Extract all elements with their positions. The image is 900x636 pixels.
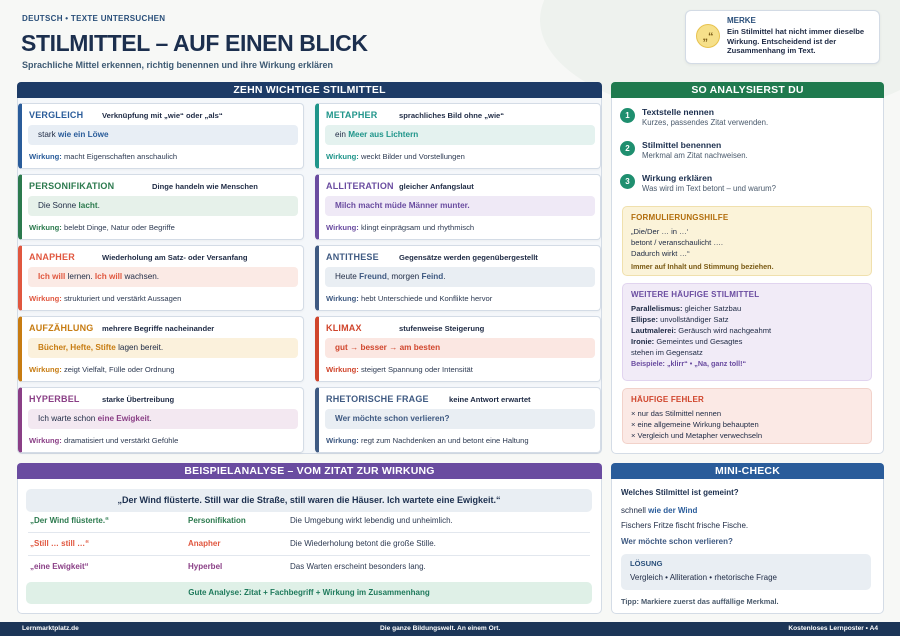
- device-desc: mehrere Begriffe nacheinander: [102, 324, 215, 333]
- device-example: [325, 267, 595, 287]
- formulierung-title: FORMULIERUNGSHILFE: [631, 213, 729, 222]
- example-text: wachsen.: [122, 272, 160, 281]
- effect-label: Wirkung:: [326, 436, 359, 445]
- device-example: [28, 196, 298, 216]
- device-desc: sprachliches Bild ohne „wie“: [399, 111, 505, 120]
- effect-label: Wirkung:: [326, 365, 359, 374]
- example-highlight: Freund: [359, 272, 387, 281]
- effect-label: Wirkung:: [29, 294, 62, 303]
- device-name: PERSONIFIKATION: [29, 181, 115, 191]
- example-text: Ich warte schon: [38, 414, 98, 423]
- effect-text: macht Eigenschaften anschaulich: [63, 152, 178, 161]
- effect-text: zeigt Vielfalt, Fülle oder Ordnung: [63, 365, 175, 374]
- step-number: 2: [620, 141, 635, 156]
- page-subtitle: Sprachliche Mittel erkennen, richtig benennen und ihre Wirkung erklären: [22, 60, 333, 70]
- weitere-item: [631, 336, 863, 347]
- step-number: 3: [620, 174, 635, 189]
- minicheck-question: Welches Stilmittel ist gemeint?: [621, 488, 739, 497]
- merke-title: MERKE: [727, 16, 756, 25]
- device-example: [325, 196, 595, 216]
- example-text: .: [149, 414, 152, 423]
- weitere-item: [631, 314, 863, 325]
- example-highlight: Feind: [421, 272, 444, 281]
- weitere-def: gleicher Satzbau: [684, 304, 742, 313]
- analysis-effect: Das Warten erscheint besonders lang.: [290, 562, 426, 571]
- step-title: Stilmittel benennen: [642, 140, 722, 150]
- step-number: 1: [620, 108, 635, 123]
- example-text: ein: [335, 130, 349, 139]
- weitere-term: Parallelismus:: [631, 304, 683, 313]
- example-text: lagen bereit.: [115, 343, 164, 352]
- device-example: [325, 409, 595, 429]
- device-card-antithese: [315, 245, 601, 311]
- device-name: METAPHER: [326, 110, 378, 120]
- device-effect: [29, 152, 177, 161]
- device-name: VERGLEICH: [29, 110, 84, 120]
- row-divider: [28, 555, 590, 556]
- effect-text: hebt Unterschiede und Konflikte hervor: [360, 294, 493, 303]
- minicheck-header: MINI-CHECK: [611, 463, 884, 479]
- weitere-item: [631, 325, 863, 336]
- example-text: .: [97, 201, 100, 210]
- example-text: .: [443, 272, 446, 281]
- footer-center: Die ganze Bildungswelt. An einem Ort.: [380, 625, 501, 632]
- device-name: RHETORISCHE FRAGE: [326, 394, 429, 404]
- weitere-item-cont: stehen im Gegensatz: [631, 348, 703, 357]
- device-effect: [29, 365, 174, 374]
- analysis-device: Anapher: [188, 539, 221, 548]
- footer-right: Kostenloses Lernposter • A4: [788, 625, 878, 632]
- effect-label: Wirkung:: [29, 436, 62, 445]
- formulierung-line: Dadurch wirkt …“: [631, 249, 690, 258]
- effect-text: regt zum Nachdenken an und betont eine Haltung: [360, 436, 529, 445]
- loesung-title: LÖSUNG: [630, 559, 663, 568]
- kicker: DEUTSCH • TEXTE UNTERSUCHEN: [22, 14, 166, 23]
- example-highlight: Meer aus Lichtern: [348, 130, 419, 139]
- device-card-personifikation: [18, 174, 304, 240]
- fehler-item: × Vergleich und Metapher verwechseln: [631, 431, 763, 440]
- fehler-box: [622, 388, 872, 444]
- analysis-quote: „eine Ewigkeit“: [30, 562, 89, 571]
- page-title: STILMITTEL – AUF EINEN BLICK: [21, 30, 368, 56]
- device-desc: starke Übertreibung: [102, 395, 175, 404]
- example-highlight: wie ein Löwe: [58, 130, 109, 139]
- example-highlight: Bücher, Hefte, Stifte: [38, 343, 116, 352]
- device-example: [325, 125, 595, 145]
- example-highlight: Ich will: [94, 272, 123, 281]
- device-effect: [326, 152, 465, 161]
- fehler-title: HÄUFIGE FEHLER: [631, 395, 705, 404]
- effect-text: strukturiert und verstärkt Aussagen: [63, 294, 182, 303]
- step-title: Wirkung erklären: [642, 173, 713, 183]
- effect-label: Wirkung:: [326, 152, 359, 161]
- beispiel-header: BEISPIELANALYSE – VOM ZITAT ZUR WIRKUNG: [17, 463, 602, 479]
- effect-label: Wirkung:: [29, 223, 62, 232]
- effect-text: belebt Dinge, Natur oder Begriffe: [63, 223, 175, 232]
- device-card-metapher: [315, 103, 601, 169]
- device-name: HYPERBEL: [29, 394, 80, 404]
- step-desc: Merkmal am Zitat nachweisen.: [642, 151, 748, 160]
- device-effect: [326, 436, 529, 445]
- analysis-device: Hyperbel: [188, 562, 223, 571]
- formulierung-box: [622, 206, 872, 276]
- minicheck-item-1: [621, 506, 697, 515]
- quote-icon: „“: [696, 24, 720, 48]
- step-desc: Was wird im Text betont – und warum?: [642, 184, 776, 193]
- effect-text: weckt Bilder und Vorstellungen: [360, 152, 465, 161]
- formulierung-line: „Die/Der … in …‘: [631, 227, 689, 236]
- device-card-alliteration: [315, 174, 601, 240]
- device-desc: Verknüpfung mit „wie“ oder „als“: [102, 111, 223, 120]
- beispiel-quote: „Der Wind flüsterte. Still war die Straße, still waren die Häuser. Ich wartete eine Ewigkeit.“: [26, 489, 592, 512]
- merke-text: Ein Stilmittel hat nicht immer dieselbe Wirkung. Entscheidend ist der Zusammenhang im Text.: [727, 27, 865, 56]
- loesung-box: [621, 554, 871, 590]
- analysis-quote: „Still … still …“: [30, 539, 90, 548]
- weitere-beispiele: Beispiele: „klirr“ • „Na, ganz toll!“: [631, 359, 747, 368]
- weitere-term: Lautmalerei:: [631, 326, 677, 335]
- analysis-quote: „Der Wind flüsterte.“: [30, 516, 110, 525]
- analysis-effect: Die Wiederholung betont die große Stille.: [290, 539, 436, 548]
- weitere-def: Geräusch wird nachgeahmt: [678, 326, 772, 335]
- device-effect: [29, 294, 181, 303]
- effect-label: Wirkung:: [29, 365, 62, 374]
- loesung-text: Vergleich • Alliteration • rhetorische Frage: [630, 573, 778, 582]
- weitere-term: Ellipse:: [631, 315, 659, 324]
- device-example: [28, 125, 298, 145]
- footer: [0, 622, 900, 636]
- effect-label: Wirkung:: [326, 223, 359, 232]
- weitere-box: [622, 283, 872, 381]
- example-text: Heute: [335, 272, 360, 281]
- example-text: stark: [38, 130, 59, 139]
- effect-text: dramatisiert und verstärkt Gefühle: [63, 436, 179, 445]
- minicheck-item-1-hl: wie der Wind: [648, 506, 698, 515]
- merke-box: [685, 10, 880, 64]
- device-effect: [326, 223, 474, 232]
- device-desc: Gegensätze werden gegenübergestellt: [399, 253, 538, 262]
- device-desc: keine Antwort erwartet: [449, 395, 531, 404]
- example-text: lernen.: [65, 272, 95, 281]
- device-example: [28, 338, 298, 358]
- example-highlight: Wer möchte schon verlieren?: [335, 414, 450, 423]
- device-desc: Dinge handeln wie Menschen: [152, 182, 258, 191]
- device-card-vergleich: [18, 103, 304, 169]
- device-desc: gleicher Anfangslaut: [399, 182, 474, 191]
- device-name: ALLITERATION: [326, 181, 394, 191]
- analysis-effect: Die Umgebung wirkt lebendig und unheimlich.: [290, 516, 453, 525]
- device-example: [28, 267, 298, 287]
- device-desc: Wiederholung am Satz- oder Versanfang: [102, 253, 248, 262]
- example-highlight: gut → besser → am besten: [335, 343, 441, 352]
- device-effect: [326, 365, 473, 374]
- example-text: , morgen: [386, 272, 422, 281]
- example-highlight: eine Ewigkeit: [97, 414, 150, 423]
- device-name: ANAPHER: [29, 252, 75, 262]
- devices-header: ZEHN WICHTIGE STILMITTEL: [17, 82, 602, 98]
- effect-label: Wirkung:: [29, 152, 62, 161]
- example-highlight: Ich will: [38, 272, 66, 281]
- effect-text: klingt einprägsam und rhythmisch: [360, 223, 475, 232]
- device-effect: [29, 436, 178, 445]
- device-desc: stufenweise Steigerung: [399, 324, 485, 333]
- device-card-hyperbel: [18, 387, 304, 453]
- weitere-item: [631, 303, 863, 314]
- device-example: [28, 409, 298, 429]
- weitere-def: unvollständiger Satz: [660, 315, 729, 324]
- fehler-item: × eine allgemeine Wirkung behaupten: [631, 420, 759, 429]
- example-highlight: lacht: [78, 201, 98, 210]
- device-card-aufzählung: [18, 316, 304, 382]
- example-highlight: Milch macht müde Männer munter.: [335, 201, 470, 210]
- example-text: Die Sonne: [38, 201, 79, 210]
- device-name: AUFZÄHLUNG: [29, 323, 94, 333]
- beispiel-good-analysis: Gute Analyse: Zitat + Fachbegriff + Wirkung im Zusammenhang: [26, 582, 592, 604]
- footer-left[interactable]: Lernmarktplatz.de: [22, 625, 79, 632]
- device-name: ANTITHESE: [326, 252, 379, 262]
- device-card-klimax: [315, 316, 601, 382]
- device-name: KLIMAX: [326, 323, 362, 333]
- device-effect: [29, 223, 175, 232]
- device-effect: [326, 294, 492, 303]
- device-card-rhetorische-frage: [315, 387, 601, 453]
- analysis-header: SO ANALYSIERST DU: [611, 82, 884, 98]
- effect-text: steigert Spannung oder Intensität: [360, 365, 473, 374]
- minicheck-item-1-pre: schnell: [621, 506, 649, 515]
- step-title: Textstelle nennen: [642, 107, 714, 117]
- fehler-item: × nur das Stilmittel nennen: [631, 409, 722, 418]
- minicheck-tipp: Tipp: Markiere zuerst das auffällige Merkmal.: [621, 597, 779, 606]
- formulierung-note: Immer auf Inhalt und Stimmung beziehen.: [631, 262, 774, 271]
- minicheck-panel: [611, 479, 884, 614]
- analysis-device: Personifikation: [188, 516, 246, 525]
- formulierung-line: betont / veranschaulicht ….: [631, 238, 724, 247]
- minicheck-item-2: Fischers Fritze fischt frische Fische.: [621, 521, 749, 530]
- device-example: [325, 338, 595, 358]
- device-card-anapher: [18, 245, 304, 311]
- weitere-def: Gemeintes und Gesagtes: [656, 337, 743, 346]
- weitere-title: WEITERE HÄUFIGE STILMITTEL: [631, 290, 760, 299]
- minicheck-item-3: Wer möchte schon verlieren?: [621, 537, 733, 546]
- step-desc: Kurzes, passendes Zitat verwenden.: [642, 118, 769, 127]
- effect-label: Wirkung:: [326, 294, 359, 303]
- row-divider: [28, 532, 590, 533]
- weitere-term: Ironie:: [631, 337, 655, 346]
